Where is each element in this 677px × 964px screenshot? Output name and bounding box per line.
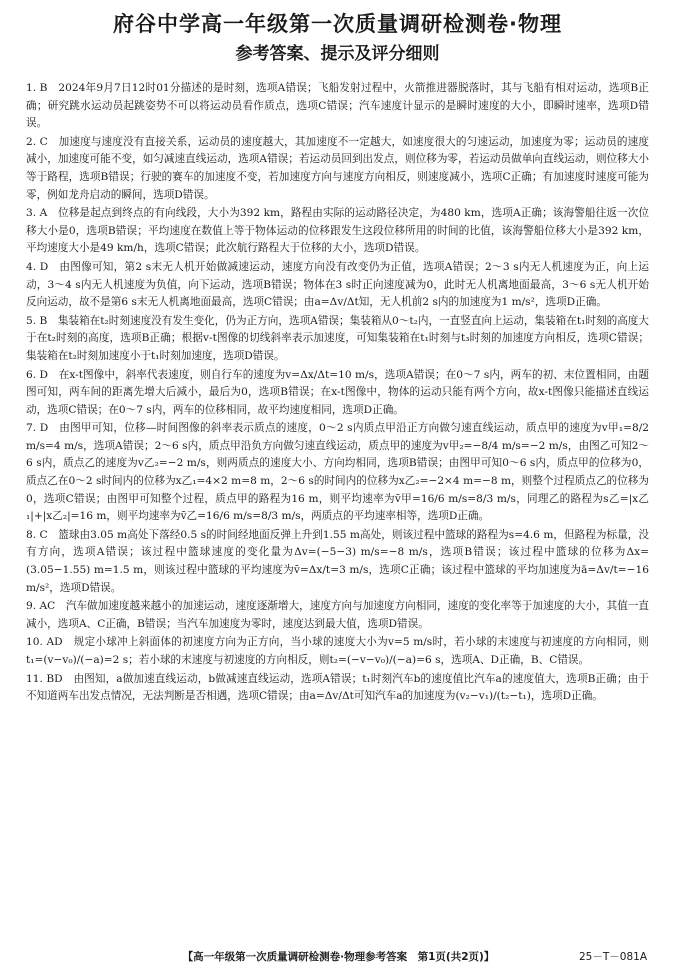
answer-item-1	[26, 80, 649, 133]
footer-code: 25－T－081A	[579, 951, 647, 963]
footer-text: 【高一年级第一次质量调研检测卷·物理参考答案 第1页(共2页)】	[182, 951, 495, 963]
answer-text: 2. C 加速度与速度没有直接关系，运动员的速度越大，其加速度不一定越大，如速度很大的匀速运动，加速度为零；运动员的速度减小，加速度可能不变，如匀减速直线运动，选项A错误；若运动员回到出发点，则位移为零，若运动员做单向直线运动，则位移大小等于路程，选项B错误；行驶的赛车的加速度不变，若加速度方向与速度方向相反，则速度减小，选项C正确；有加速度时速度可能为零，例如龙舟启动的瞬间，选项D错误。	[26, 135, 649, 201]
answer-item-2	[26, 134, 649, 204]
answer-item-4	[26, 259, 649, 312]
answer-text: 5. B 集装箱在t₂时刻速度没有发生变化，仍为正方向，选项A错误；集装箱从0～t₂内，一直竖直向上运动，集装箱在t₁时刻的高度大于在t₂时刻的高度，选项B正确；根据v-t图像的切线斜率表示加速度，可知集装箱在t₁时刻与t₃时刻的加速度方向相反，选项C错误；集装箱在t₂时刻加速度小于t₁时刻加速度，选项D错误。	[26, 314, 649, 362]
answer-item-11	[26, 671, 649, 706]
answer-text: 11. BD 由图知，a做加速直线运动，b做减速直线运动，选项A错误；t₁时刻汽车b的速度值比汽车a的速度值大，选项B正确；由于不知道两车出发点情况，无法判断是否相遇，选项C错误；由a=Δv/Δt可知汽车a的加速度为(v₂−v₁)/(t₂−t₁)，选项D正确。	[26, 672, 649, 703]
answer-text: 6. D 在x-t图像中，斜率代表速度，则自行车的速度为v=Δx/Δt=10 m/s，选项A错误；在0～7 s内，两车的初、末位置相同，由题图可知，两车间的距离先增大后减小，最后为0，选项B错误；在x-t图像中，物体的运动只能有两个方向，故x-t图像只能描述直线运动，选项C错误；在0～7 s内，两车的位移相同，故平均速度相同，选项D正确。	[26, 368, 649, 416]
answer-text: 10. AD 规定小球冲上斜面体的初速度方向为正方向，当小球的速度大小为v=5 m/s时，若小球的末速度与初速度的方向相同，则t₁=(v−v₀)/(−a)=2 s；若小球的末速度与初速度的方向相反，则t₂=(−v−v₀)/(−a)=6 s，选项A、D正确，B、C错误。	[26, 636, 649, 666]
answer-text: 9. AC 汽车做加速度越来越小的加速运动，速度逐渐增大，速度方向与加速度方向相同，速度的变化率等于加速度的大小，其值一直减小，选项A、C正确，B错误；当汽车加速度为零时，速度达到最大值，选项D错误。	[26, 600, 649, 630]
answer-text: 4. D 由图像可知，第2 s末无人机开始做减速运动，速度方向没有改变仍为正值，选项A错误；2～3 s内无人机速度为正，向上运动，3～4 s内无人机速度为负值，向下运动，选项B错误；物体在3 s时正向速度减为0，此时无人机离地面最高，3～6 s无人机开始反向运动，故不是第6 s末无人机离地面最高，选项C错误；由a=Δv/Δt知，无人机前2 s内的加速度为1 m/s²，选项D正确。	[26, 260, 649, 309]
answer-text: 7. D 由图甲可知，位移—时间图像的斜率表示质点的速度，0～2 s内质点甲沿正方向做匀速直线运动，质点甲的速度为v甲₁=8/2 m/s=4 m/s，选项A错误；2～6 s内，质点甲沿负方向做匀速直线运动，质点甲的速度为v甲₂=−8/4 m/s=−2 m/s，由图乙可知2～6 s内，质点乙的速度为v乙₂=−2 m/s，则两质点的速度大小、方向均相同，选项B错误；由图甲可知0～6 s内，质点甲的位移为0，质点乙在0～2 s时间内的位移为x乙₁=4×2 m=8 m，2～6 s的时间内的位移为x乙₂=−2×4 m=−8 m，则整个过程质点乙的位移为0，选项C错误；由图甲可知整个过程，质点甲的路程为16 m，则平均速率为v̄甲=16/6 m/s=8/3 m/s，同理乙的路程为s乙=|x乙₁|+|x乙₂|=16 m，则平均速率为v̄乙=16/6 m/s=8/3 m/s，两质点的平均速率相等，选项D正确。	[26, 422, 649, 523]
answer-item-9	[26, 598, 649, 633]
answer-text: 3. A 位移是起点到终点的有向线段，大小为392 km，路程由实际的运动路径决定，为480 km，选项A正确；该海警船往返一次位移大小是0，选项B错误；平均速度在数值上等于物体运动的位移跟发生这段位移所用的时间的比值，该海警船位移大小是392 km，平均速度大小是49 km/h，选项C错误；此次航行路程大于位移的大小，选项D错误。	[26, 207, 649, 255]
answer-item-7	[26, 420, 649, 526]
page-title: 府谷中学高一年级第一次质量调研检测卷·物理	[113, 12, 562, 36]
answer-item-3	[26, 205, 649, 258]
answer-list	[26, 80, 649, 706]
answer-item-5	[26, 313, 649, 366]
answer-text: 8. C 篮球由3.05 m高处下落经0.5 s的时间经地面反弹上升到1.55 m高处，则该过程中篮球的路程为s=4.6 m，但路程为标量，没有方向，选项A错误；该过程中篮球速度的变化量为Δv=(−5−3) m/s=−8 m/s，选项B错误；该过程中篮球的位移为Δx=(3.05−1.55) m=1.5 m，则该过程中篮球的平均速度为v̄=Δx/t=3 m/s，选项C正确；该过程中篮球的平均加速度为ā=Δv/t=−16 m/s²，选项D错误。	[26, 528, 649, 594]
answer-item-8	[26, 527, 649, 597]
page-subtitle: 参考答案、提示及评分细则	[235, 44, 440, 64]
answer-item-6	[26, 367, 649, 420]
answer-text: 1. B 2024年9月7日12时01分描述的是时刻，选项A错误；飞船发射过程中，火箭推进器脱落时，其与飞船有相对运动，选项B正确；研究跳水运动员起跳姿势不可以将运动员看作质点，选项C错误；汽车速度计显示的是瞬时速度的大小，即瞬时速率，选项D错误。	[26, 82, 649, 130]
answer-item-10	[26, 634, 649, 669]
